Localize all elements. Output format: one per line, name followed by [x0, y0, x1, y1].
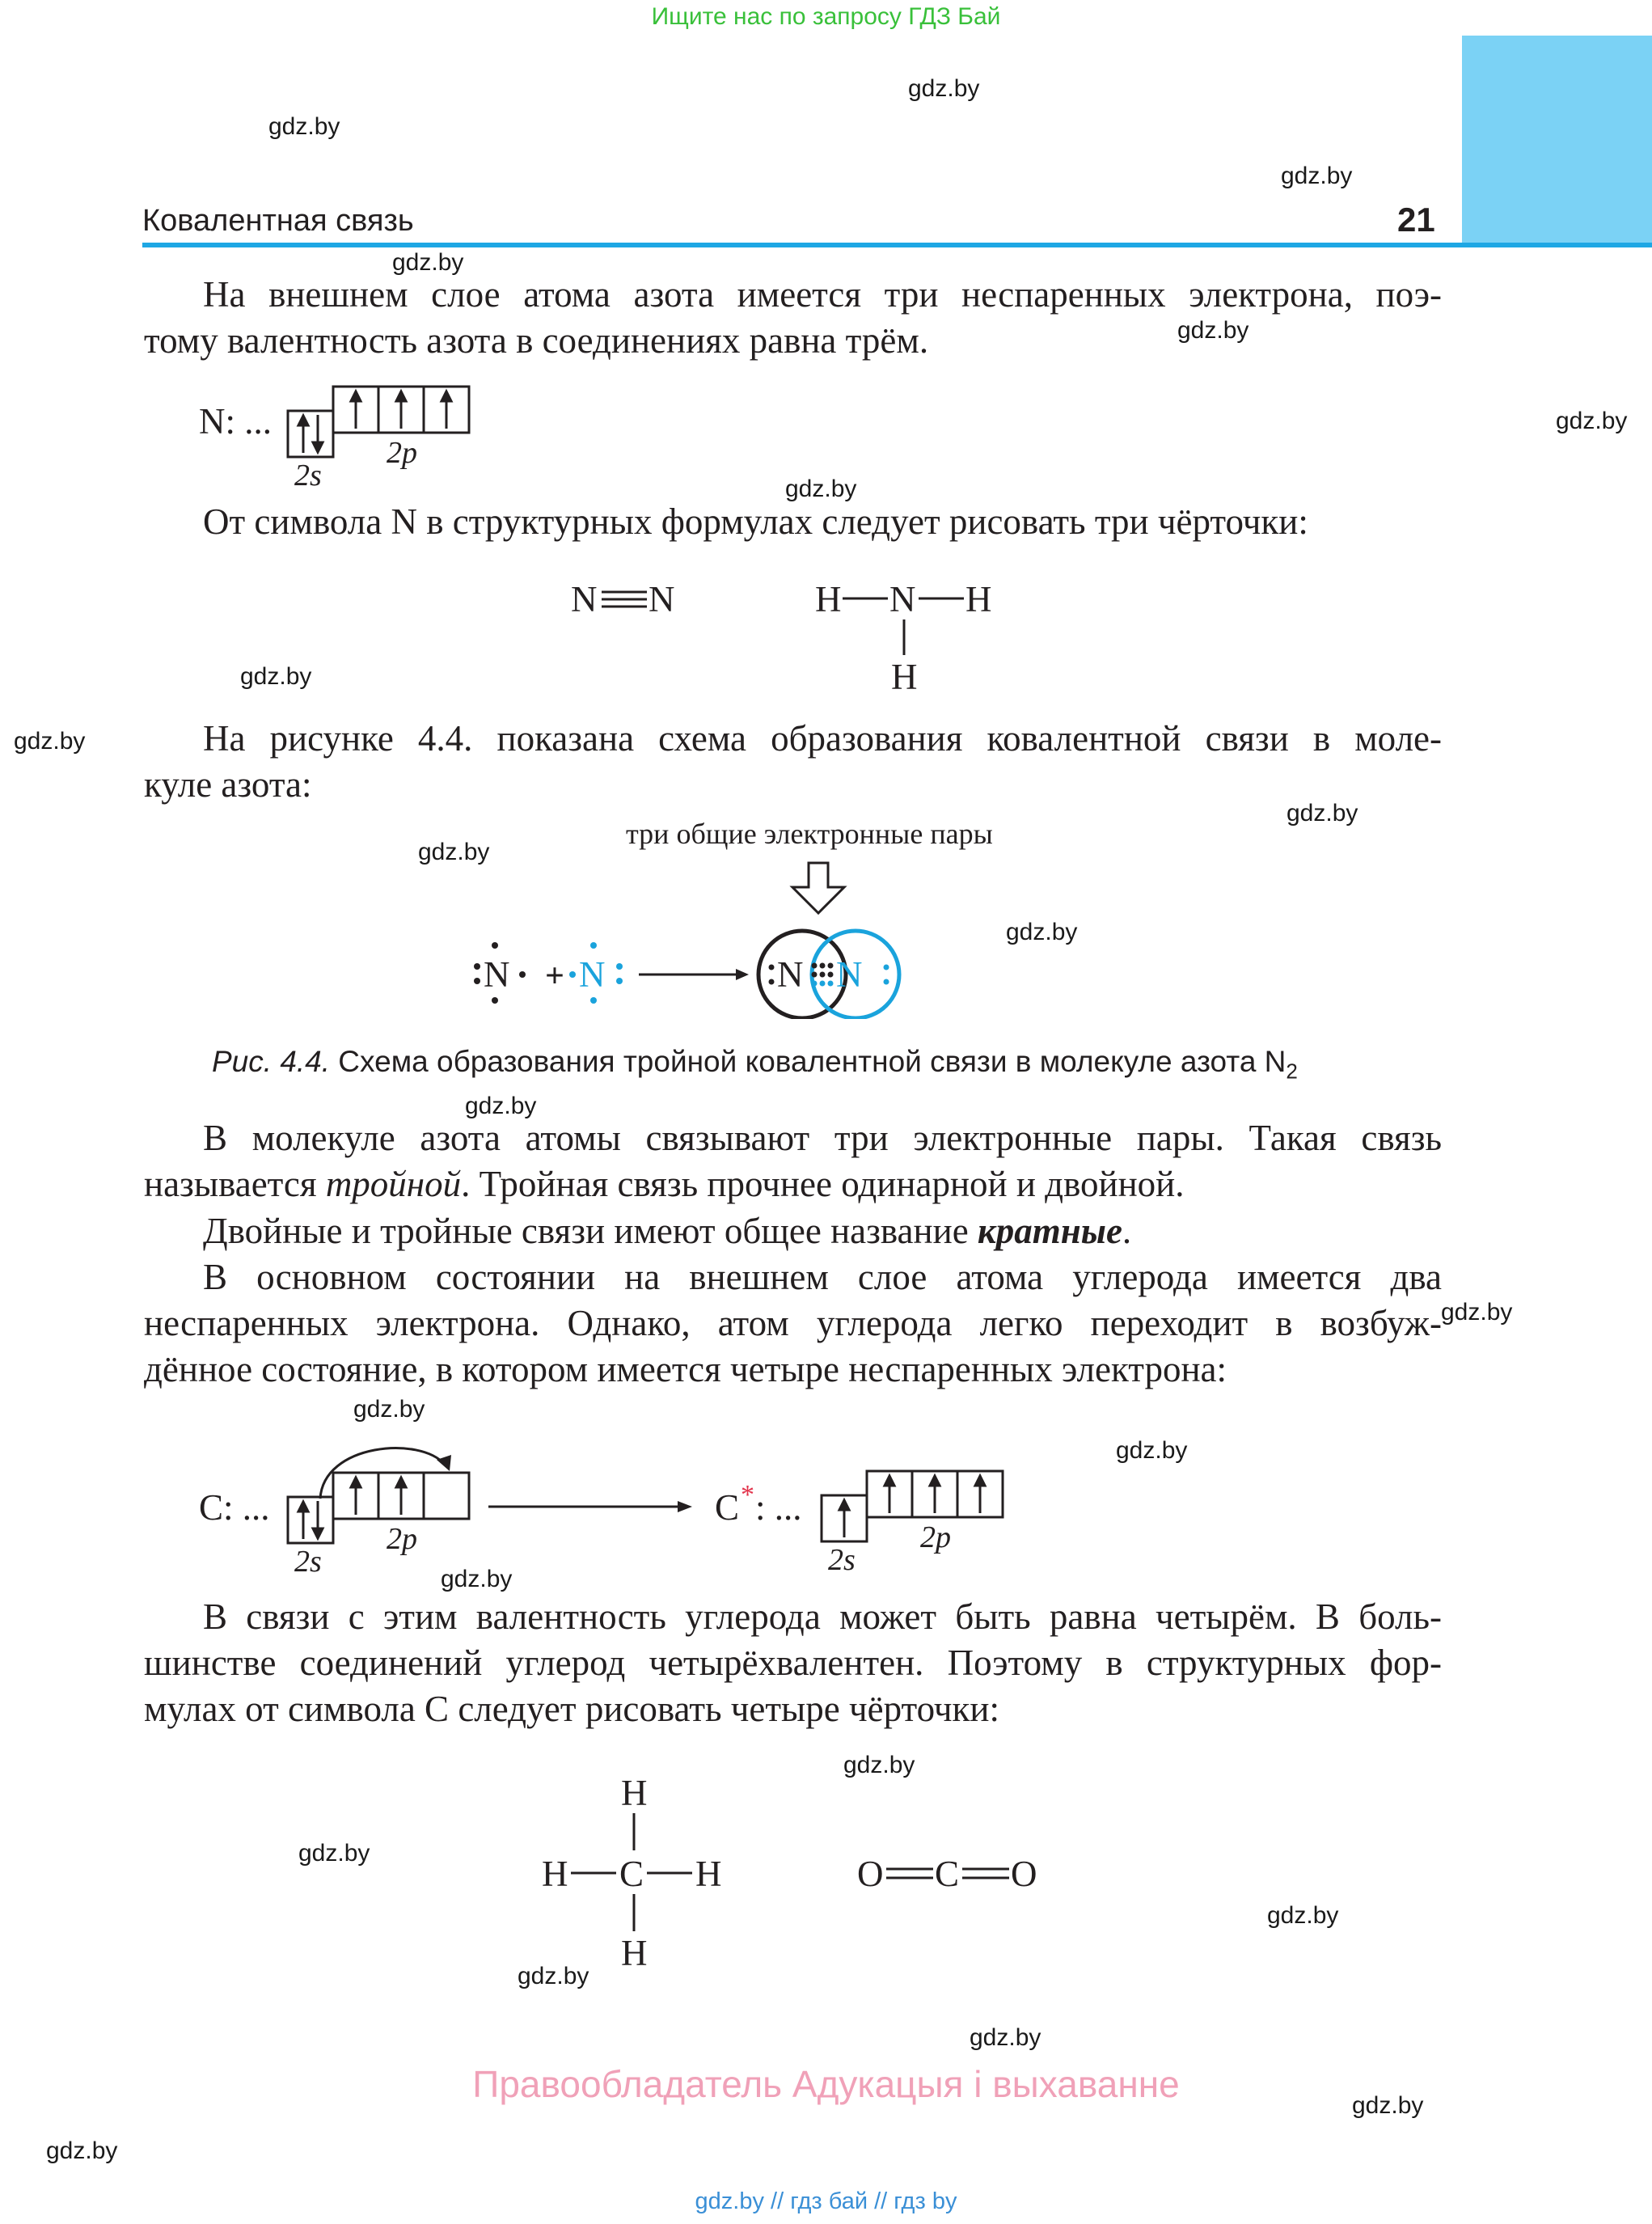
n2-atom: N: [649, 579, 675, 619]
excited-rest: : ...: [755, 1487, 802, 1528]
watermark: gdz.by: [518, 1963, 589, 1989]
watermark: gdz.by: [441, 1566, 513, 1592]
ch4-hydrogen: H: [542, 1854, 568, 1894]
watermark: gdz.by: [1441, 1299, 1513, 1326]
watermark: gdz.by: [1116, 1437, 1188, 1464]
watermark: gdz.by: [843, 1752, 915, 1778]
watermark: gdz.by: [268, 113, 340, 140]
sublevel-label-2s: 2s: [828, 1543, 856, 1577]
co2-carbon: C: [935, 1854, 960, 1894]
nh3-hydrogen: H: [815, 579, 842, 619]
arrow-head: [298, 416, 308, 425]
nh3-hydrogen: H: [891, 657, 918, 697]
text-segment: .: [1122, 1211, 1132, 1251]
paragraph-carbon-state: [144, 1254, 1442, 1393]
paragraph-nitrogen-valence: [144, 272, 1442, 364]
text-line: тому валентность азота в соединениях равна трём.: [144, 320, 929, 361]
n2-atom: N: [571, 579, 598, 619]
nitrogen-structural-formulas: [558, 566, 1043, 704]
watermark: gdz.by: [1177, 317, 1249, 344]
watermark: gdz.by: [785, 476, 857, 502]
co2-oxygen: O: [1011, 1854, 1037, 1894]
paragraph-carbon-valence: [144, 1594, 1442, 1732]
double-bond: [886, 1869, 933, 1878]
page-number: 21: [1397, 201, 1435, 239]
arrow-head: [736, 969, 749, 980]
double-bond: [962, 1869, 1009, 1878]
arrow-head: [313, 442, 323, 452]
copyright-holder: Правообладатель Адукацыя і выхаванне: [472, 2063, 1180, 2105]
watermark: gdz.by: [392, 249, 464, 276]
watermark: gdz.by: [1556, 408, 1628, 434]
ch4-hydrogen: H: [621, 1773, 648, 1813]
ch4-carbon: C: [619, 1854, 644, 1894]
text-line: От символа N в структурных формулах следует рисовать три чёрточки:: [203, 501, 1308, 542]
watermark: gdz.by: [298, 1840, 370, 1867]
shared-electron-pairs: [812, 963, 834, 987]
arrow-head: [678, 1501, 692, 1512]
plus-sign: +: [545, 958, 564, 995]
watermark: gdz.by: [1006, 919, 1078, 945]
term-multiple: кратные: [977, 1211, 1122, 1251]
sublevel-label-2s: 2s: [294, 1545, 322, 1579]
orbital-box-2s: [288, 411, 333, 457]
text-line: В молекуле азота атомы связывают три электронные пары. Такая связь: [203, 1118, 1442, 1158]
nh3-hydrogen: H: [965, 579, 992, 619]
shared-pairs-label: три общие электронные пары: [626, 818, 993, 850]
triple-bond: [602, 592, 647, 607]
atom-symbol: N: [777, 954, 804, 995]
atom-symbol: N: [836, 954, 863, 995]
text-segment: Двойные и тройные связи имеют общее название: [203, 1211, 978, 1251]
text-line: В связи с этим валентность углерода может быть равна четырём. В боль-: [203, 1596, 1442, 1637]
ch4-hydrogen: H: [695, 1854, 722, 1894]
sublevel-label-2p: 2p: [387, 1522, 417, 1556]
page-corner-tab: [1462, 36, 1652, 243]
header-rule: [142, 243, 1652, 247]
text-segment: называется: [144, 1164, 326, 1204]
watermark: gdz.by: [465, 1093, 537, 1119]
watermark: gdz.by: [353, 1396, 425, 1423]
watermark: gdz.by: [14, 728, 86, 755]
watermark: gdz.by: [418, 839, 490, 865]
watermark: gdz.by: [970, 2024, 1041, 2051]
co2-oxygen: O: [857, 1854, 884, 1894]
atom-symbol: N: [484, 954, 510, 995]
watermark: gdz.by: [1267, 1902, 1339, 1929]
text-line: неспаренных электрона. Однако, атом углерода легко переходит в возбуж-: [144, 1303, 1442, 1343]
sublevel-label-2p: 2p: [920, 1520, 951, 1554]
n2-bond-formation-scheme: [453, 813, 1067, 1019]
watermark: gdz.by: [1287, 800, 1358, 827]
excited-star: *: [741, 1480, 754, 1510]
text-segment: . Тройная связь прочнее одинарной и двойной.: [461, 1164, 1185, 1204]
paragraph-nitrogen-bonds: [144, 499, 1442, 545]
figure-caption: [212, 1045, 1298, 1084]
orbital-box-2s: [288, 1497, 333, 1543]
paragraph-multiple-bonds: [144, 1208, 1442, 1254]
config-symbol: N: ...: [199, 401, 272, 442]
atom-symbol: N: [579, 954, 606, 995]
ch4-hydrogen: H: [621, 1933, 648, 1973]
arrow-head: [437, 1455, 451, 1471]
orbital-box-2p: [424, 1473, 469, 1519]
text-line: мулах от символа С следует рисовать четыре чёрточки:: [144, 1689, 1000, 1729]
text-line: На внешнем слое атома азота имеется три неспаренных электрона, поэ-: [203, 274, 1442, 315]
text-line: дённое состояние, в котором имеется четыре неспаренных электрона:: [144, 1349, 1227, 1389]
excited-symbol: C: [715, 1487, 740, 1528]
caption-subscript: 2: [1286, 1059, 1298, 1084]
paragraph-triple-bond: [144, 1115, 1442, 1207]
caption-text: Схема образования тройной ковалентной связи в молекуле азота N: [330, 1045, 1287, 1078]
term-triple: тройной: [325, 1164, 462, 1204]
watermark: gdz.by: [1352, 2092, 1424, 2119]
down-arrow-icon: [792, 863, 844, 913]
watermark: gdz.by: [908, 75, 980, 102]
watermark: gdz.by: [46, 2137, 118, 2164]
footer-links[interactable]: gdz.by // гдз бай // гдз by: [695, 2188, 957, 2214]
text-line: куле азота:: [144, 764, 312, 805]
sublevel-label-2s: 2s: [294, 459, 322, 493]
nh3-nitrogen: N: [889, 579, 916, 619]
caption-prefix: Рис. 4.4.: [212, 1045, 331, 1078]
watermark: gdz.by: [240, 663, 312, 690]
arrow-head: [396, 391, 406, 401]
paragraph-figure-reference: [144, 716, 1442, 808]
text-line: В основном состоянии на внешнем слое атома углерода имеется два: [203, 1257, 1442, 1297]
section-title: Ковалентная связь: [142, 204, 414, 238]
nitrogen-electron-configuration: [186, 380, 493, 493]
config-symbol: C: ...: [199, 1487, 270, 1528]
text-line: шинстве соединений углерод четырёхвалентен. Поэтому в структурных фор-: [144, 1643, 1442, 1683]
arrow-head: [351, 391, 361, 401]
arrow-head: [442, 391, 451, 401]
top-search-link[interactable]: Ищите нас по запросу ГДЗ Бай: [651, 3, 1001, 30]
watermark: gdz.by: [1281, 163, 1353, 189]
text-line: На рисунке 4.4. показана схема образования ковалентной связи в моле-: [203, 718, 1442, 759]
carbon-structural-formulas: [526, 1763, 1092, 1981]
sublevel-label-2p: 2p: [387, 436, 417, 470]
carbon-excitation-scheme: [186, 1419, 1035, 1581]
